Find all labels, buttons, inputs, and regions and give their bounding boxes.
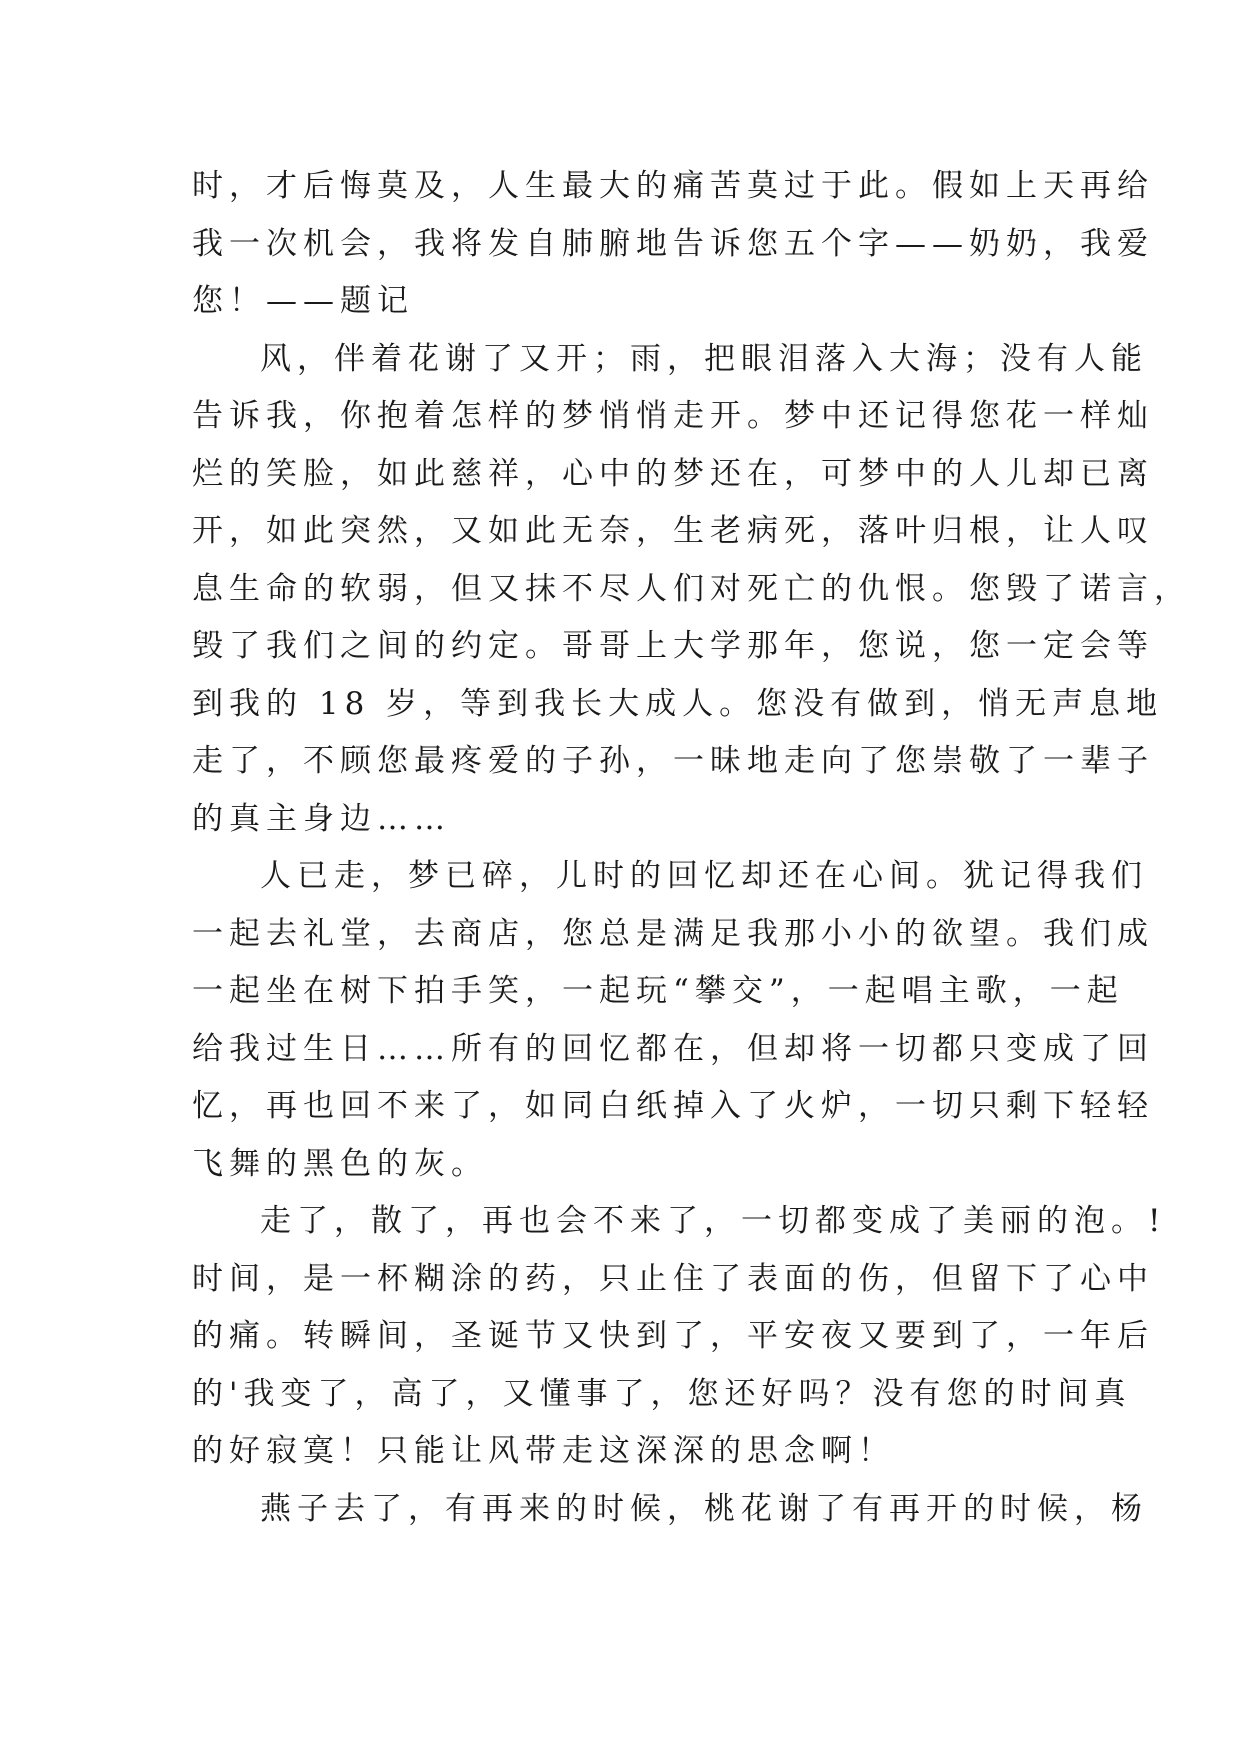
text-line: 的好寂寞！只能让风带走这深深的思念啊！: [192, 1433, 895, 1469]
text-line: 的真主身边……: [192, 800, 451, 837]
text-line: 我一次机会，我将发自肺腑地告诉您五个字——奶奶，我爱: [192, 225, 1154, 262]
text-line: 息生命的软弱，但又抹不尽人们对死亡的仇恨。您毁了诺言，: [192, 570, 1191, 607]
text-line: 给我过生日……所有的回忆都在，但却将一切都只变成了回: [192, 1030, 1154, 1067]
text-line: 烂的笑脸，如此慈祥，心中的梦还在，可梦中的人儿却已离: [192, 455, 1154, 492]
text-line: 走了，不顾您最疼爱的子孙，一昧地走向了您崇敬了一辈子: [192, 743, 1154, 779]
paragraph-first-line: 风，伴着花谢了又开；雨，把眼泪落入大海；没有人能: [260, 340, 1148, 377]
essay-body: [192, 158, 1191, 1538]
text-line: 的'我变了，高了，又懂事了，您还好吗？没有您的时间真: [192, 1375, 1132, 1412]
text-line: 毁了我们之间的约定。哥哥上大学那年，您说，您一定会等: [192, 628, 1154, 664]
text-line: 的痛。转瞬间，圣诞节又快到了，平安夜又要到了，一年后: [192, 1318, 1154, 1354]
paragraph-first-line: 燕子去了，有再来的时候，桃花谢了有再开的时候，杨: [260, 1490, 1148, 1527]
text-line: 您！——题记: [192, 283, 414, 319]
text-line: 开，如此突然，又如此无奈，生老病死，落叶归根，让人叹: [192, 513, 1154, 549]
text-line: 一起去礼堂，去商店，您总是满足我那小小的欲望。我们成: [192, 915, 1154, 952]
text-line: 忆，再也回不来了，如同白纸掉入了火炉，一切只剩下轻轻: [192, 1088, 1154, 1124]
text-line: 到我的 18 岁，等到我长大成人。您没有做到，悄无声息地: [192, 685, 1164, 722]
paragraph-first-line: 走了，散了，再也会不来了，一切都变成了美丽的泡。!: [260, 1203, 1167, 1239]
text-line: 时，才后悔莫及，人生最大的痛苦莫过于此。假如上天再给: [192, 168, 1154, 204]
text-line: 告诉我，你抱着怎样的梦悄悄走开。梦中还记得您花一样灿: [192, 398, 1154, 434]
paragraph-first-line: 人已走，梦已碎，儿时的回忆却还在心间。犹记得我们: [260, 858, 1148, 894]
text-line: 时间，是一杯糊涂的药，只止住了表面的伤，但留下了心中: [192, 1260, 1154, 1297]
text-line: 一起坐在树下拍手笑，一起玩“攀交”，一起唱主歌，一起: [192, 973, 1124, 1009]
text-line: 飞舞的黑色的灰。: [192, 1145, 488, 1182]
